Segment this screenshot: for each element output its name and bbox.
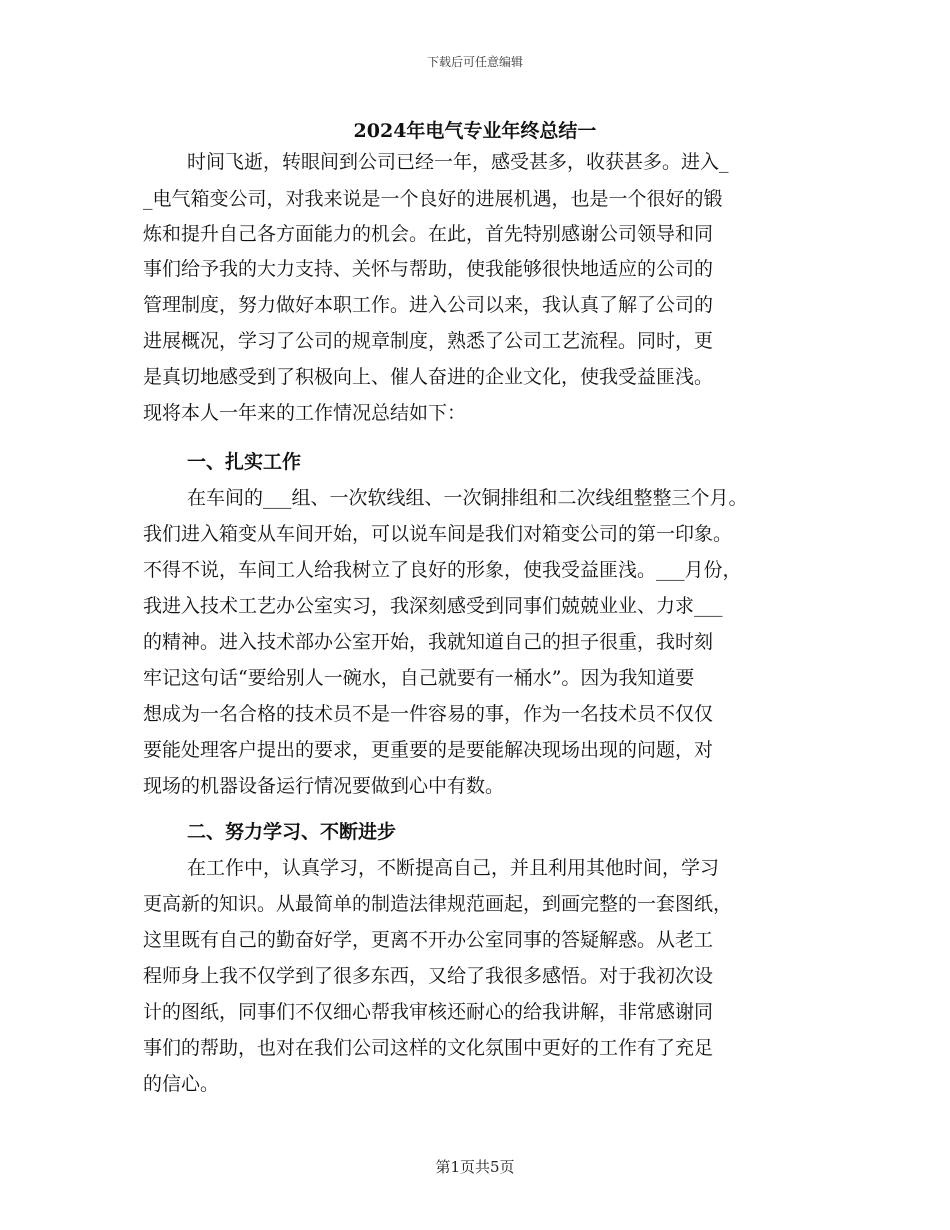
page-number: 第1页共5页	[435, 1158, 515, 1176]
body-line: 在工作中，认真学习，不断提高自己，并且利用其他时间，学习	[187, 857, 720, 879]
body-line: 这里既有自己的勤奋好学，更离不开办公室同事的答疑解惑。从老工	[143, 929, 714, 951]
body-line: _电气箱变公司，对我来说是一个良好的进展机遇，也是一个很好的锻	[143, 188, 723, 210]
body-line: 炼和提升自己各方面能力的机会。在此，首先特别感谢公司领导和同	[143, 223, 714, 245]
body-line: 现将本人一年来的工作情况总结如下：	[143, 402, 467, 424]
header-note: 下载后可任意编辑	[426, 55, 523, 69]
document-title: 2024年电气专业年终总结一	[353, 120, 597, 142]
body-line: 进展概况，学习了公司的规章制度，熟悉了公司工艺流程。同时，更	[143, 330, 714, 352]
body-line: 程师身上我不仅学到了很多东西，又给了我很多感悟。对于我初次设	[143, 965, 714, 987]
body-line: 牢记这句话“要给别人一碗水，自己就要有一桶水”。因为我知道要	[143, 667, 695, 689]
body-line: 的信心。	[143, 1073, 220, 1095]
body-line: 现场的机器设备运行情况要做到心中有数。	[143, 775, 505, 797]
body-line: 是真切地感受到了积极向上、催人奋进的企业文化，使我受益匪浅。	[143, 366, 714, 388]
body-line: 计的图纸，同事们不仅细心帮我审核还耐心的给我讲解，非常感谢同	[143, 1001, 714, 1023]
body-line: 我进入技术工艺办公室实习，我深刻感受到同事们兢兢业业、力求___	[143, 595, 723, 617]
body-line: 管理制度，努力做好本职工作。进入公司以来，我认真了解了公司的	[143, 294, 714, 316]
body-line: 在车间的___组、一次软线组、一次铜排组和二次线组整整三个月。	[187, 487, 748, 509]
body-line: 不得不说，车间工人给我树立了良好的形象，使我受益匪浅。___月份，	[143, 559, 742, 581]
body-line: 的精神。进入技术部办公室开始，我就知道自己的担子很重，我时刻	[143, 631, 714, 653]
body-line: 事们给予我的大力支持、关怀与帮助，使我能够很快地适应的公司的	[143, 258, 714, 280]
body-line: 更高新的知识。从最简单的制造法律规范画起，到画完整的一套图纸，	[143, 893, 733, 915]
body-line: 想成为一名合格的技术员不是一件容易的事，作为一名技术员不仅仅	[143, 703, 714, 725]
body-line: 要能处理客户提出的要求，更重要的是要能解决现场出现的问题，对	[143, 739, 714, 761]
body-line: 我们进入箱变从车间开始，可以说车间是我们对箱变公司的第一印象。	[143, 523, 733, 545]
body-line: 事们的帮助，也对在我们公司这样的文化氛围中更好的工作有了充足	[143, 1037, 714, 1059]
body-line: 时间飞逝，转眼间到公司已经一年，感受甚多，收获甚多。进入_	[187, 151, 729, 173]
section-heading: 二、努力学习、不断进步	[187, 821, 397, 843]
section-heading: 一、扎实工作	[187, 451, 302, 473]
